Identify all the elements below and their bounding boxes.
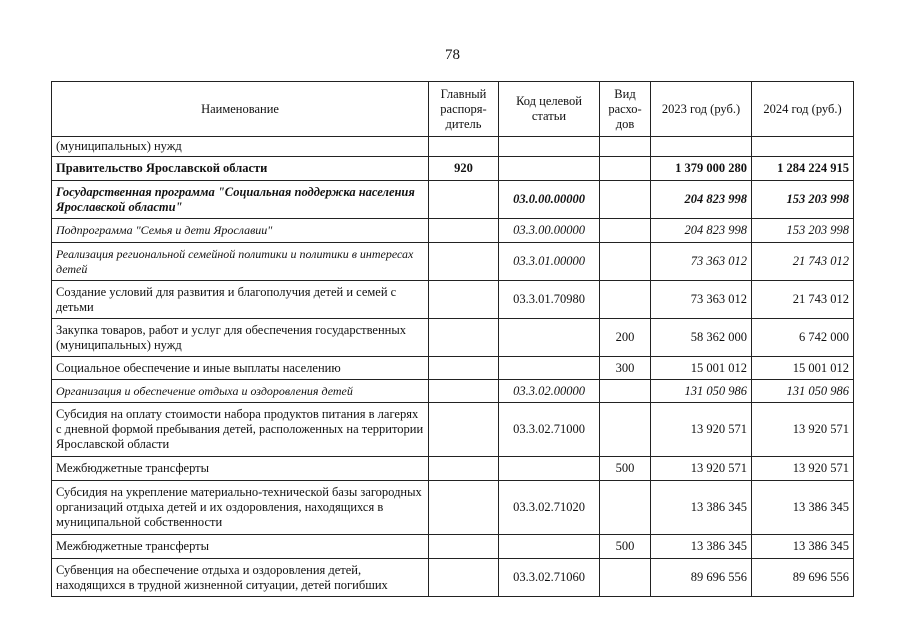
row-type: [600, 137, 651, 157]
header-code: Код целевой статьи: [499, 82, 600, 137]
row-2023: 131 050 986: [651, 380, 752, 403]
row-2024: 89 696 556: [752, 559, 854, 597]
row-code: [499, 157, 600, 181]
row-name: Межбюджетные трансферты: [52, 457, 429, 481]
row-name: Создание условий для развития и благополучия детей и семей с детьми: [52, 281, 429, 319]
row-2023: 13 920 571: [651, 457, 752, 481]
row-type: 500: [600, 457, 651, 481]
row-2023: 204 823 998: [651, 181, 752, 219]
row-admin: [429, 357, 499, 380]
row-name: Государственная программа "Социальная поддержка населения Ярославской области": [52, 181, 429, 219]
row-2024: 131 050 986: [752, 380, 854, 403]
header-type: Вид расхо-дов: [600, 82, 651, 137]
row-code: [499, 319, 600, 357]
row-name: Субсидия на оплату стоимости набора продуктов питания в лагерях с дневной формой пребывания детей, расположенных на территории Ярославской области: [52, 403, 429, 457]
row-2023: 13 386 345: [651, 481, 752, 535]
row-code: [499, 137, 600, 157]
table-row: [52, 357, 854, 380]
row-type: [600, 281, 651, 319]
header-2024: 2024 год (руб.): [752, 82, 854, 137]
row-admin: [429, 181, 499, 219]
row-2023: 58 362 000: [651, 319, 752, 357]
row-type: [600, 481, 651, 535]
row-2024: [752, 137, 854, 157]
budget-table: [51, 81, 854, 597]
row-name: Правительство Ярославской области: [52, 157, 429, 181]
row-code: 03.3.00.00000: [499, 219, 600, 243]
header-2023: 2023 год (руб.): [651, 82, 752, 137]
row-code: 03.0.00.00000: [499, 181, 600, 219]
row-type: 300: [600, 357, 651, 380]
row-type: [600, 403, 651, 457]
row-code: 03.3.02.00000: [499, 380, 600, 403]
row-2023: 1 379 000 280: [651, 157, 752, 181]
row-code: 03.3.02.71000: [499, 403, 600, 457]
row-code: 03.3.01.70980: [499, 281, 600, 319]
row-code: 03.3.01.00000: [499, 243, 600, 281]
row-name: Закупка товаров, работ и услуг для обеспечения государственных (муниципальных) нужд: [52, 319, 429, 357]
row-type: [600, 380, 651, 403]
row-name: Субвенция на обеспечение отдыха и оздоровления детей, находящихся в трудной жизненной ситуации, детей погибших: [52, 559, 429, 597]
row-admin: [429, 319, 499, 357]
row-code: 03.3.02.71060: [499, 559, 600, 597]
row-admin: [429, 403, 499, 457]
row-admin: [429, 481, 499, 535]
row-2023: 13 386 345: [651, 535, 752, 559]
row-2024: 6 742 000: [752, 319, 854, 357]
row-2023: [651, 137, 752, 157]
table-row: [52, 157, 854, 181]
table-row: [52, 219, 854, 243]
table-row: [52, 481, 854, 535]
row-name: Реализация региональной семейной политики и политики в интересах детей: [52, 243, 429, 281]
table-row: [52, 380, 854, 403]
row-2024: 15 001 012: [752, 357, 854, 380]
row-admin: [429, 559, 499, 597]
row-2023: 204 823 998: [651, 219, 752, 243]
row-admin: [429, 457, 499, 481]
row-type: 200: [600, 319, 651, 357]
row-2024: 21 743 012: [752, 281, 854, 319]
row-admin: [429, 137, 499, 157]
row-name: Организация и обеспечение отдыха и оздоровления детей: [52, 380, 429, 403]
row-name: Подпрограмма "Семья и дети Ярославии": [52, 219, 429, 243]
row-code: [499, 357, 600, 380]
row-code: 03.3.02.71020: [499, 481, 600, 535]
row-name: Субсидия на укрепление материально-технической базы загородных организаций отдыха детей и их оздоровления, находящихся в муниципальной собственности: [52, 481, 429, 535]
row-2024: 153 203 998: [752, 181, 854, 219]
row-admin: [429, 380, 499, 403]
header-name: Наименование: [52, 82, 429, 137]
table-row: [52, 281, 854, 319]
row-2024: 21 743 012: [752, 243, 854, 281]
row-2024: 13 920 571: [752, 403, 854, 457]
row-2024: 13 386 345: [752, 535, 854, 559]
row-admin: 920: [429, 157, 499, 181]
row-2024: 153 203 998: [752, 219, 854, 243]
row-admin: [429, 219, 499, 243]
row-type: [600, 157, 651, 181]
table-header-row: [52, 82, 854, 137]
row-name: (муниципальных) нужд: [52, 137, 429, 157]
table-row: [52, 403, 854, 457]
row-2024: 13 386 345: [752, 481, 854, 535]
row-admin: [429, 535, 499, 559]
table-row: [52, 137, 854, 157]
row-2024: 1 284 224 915: [752, 157, 854, 181]
row-admin: [429, 281, 499, 319]
header-admin: Главный распоря-дитель: [429, 82, 499, 137]
row-type: [600, 181, 651, 219]
row-code: [499, 535, 600, 559]
table-row: [52, 181, 854, 219]
row-name: Социальное обеспечение и иные выплаты населению: [52, 357, 429, 380]
table-row: [52, 243, 854, 281]
row-admin: [429, 243, 499, 281]
row-name: Межбюджетные трансферты: [52, 535, 429, 559]
table-row: [52, 535, 854, 559]
row-code: [499, 457, 600, 481]
row-2023: 89 696 556: [651, 559, 752, 597]
row-type: 500: [600, 535, 651, 559]
row-2023: 13 920 571: [651, 403, 752, 457]
table-row: [52, 319, 854, 357]
row-type: [600, 219, 651, 243]
row-2023: 73 363 012: [651, 281, 752, 319]
table-row: [52, 457, 854, 481]
row-2024: 13 920 571: [752, 457, 854, 481]
table-row: [52, 559, 854, 597]
row-2023: 73 363 012: [651, 243, 752, 281]
row-2023: 15 001 012: [651, 357, 752, 380]
row-type: [600, 559, 651, 597]
row-type: [600, 243, 651, 281]
page-number: 78: [445, 47, 460, 63]
